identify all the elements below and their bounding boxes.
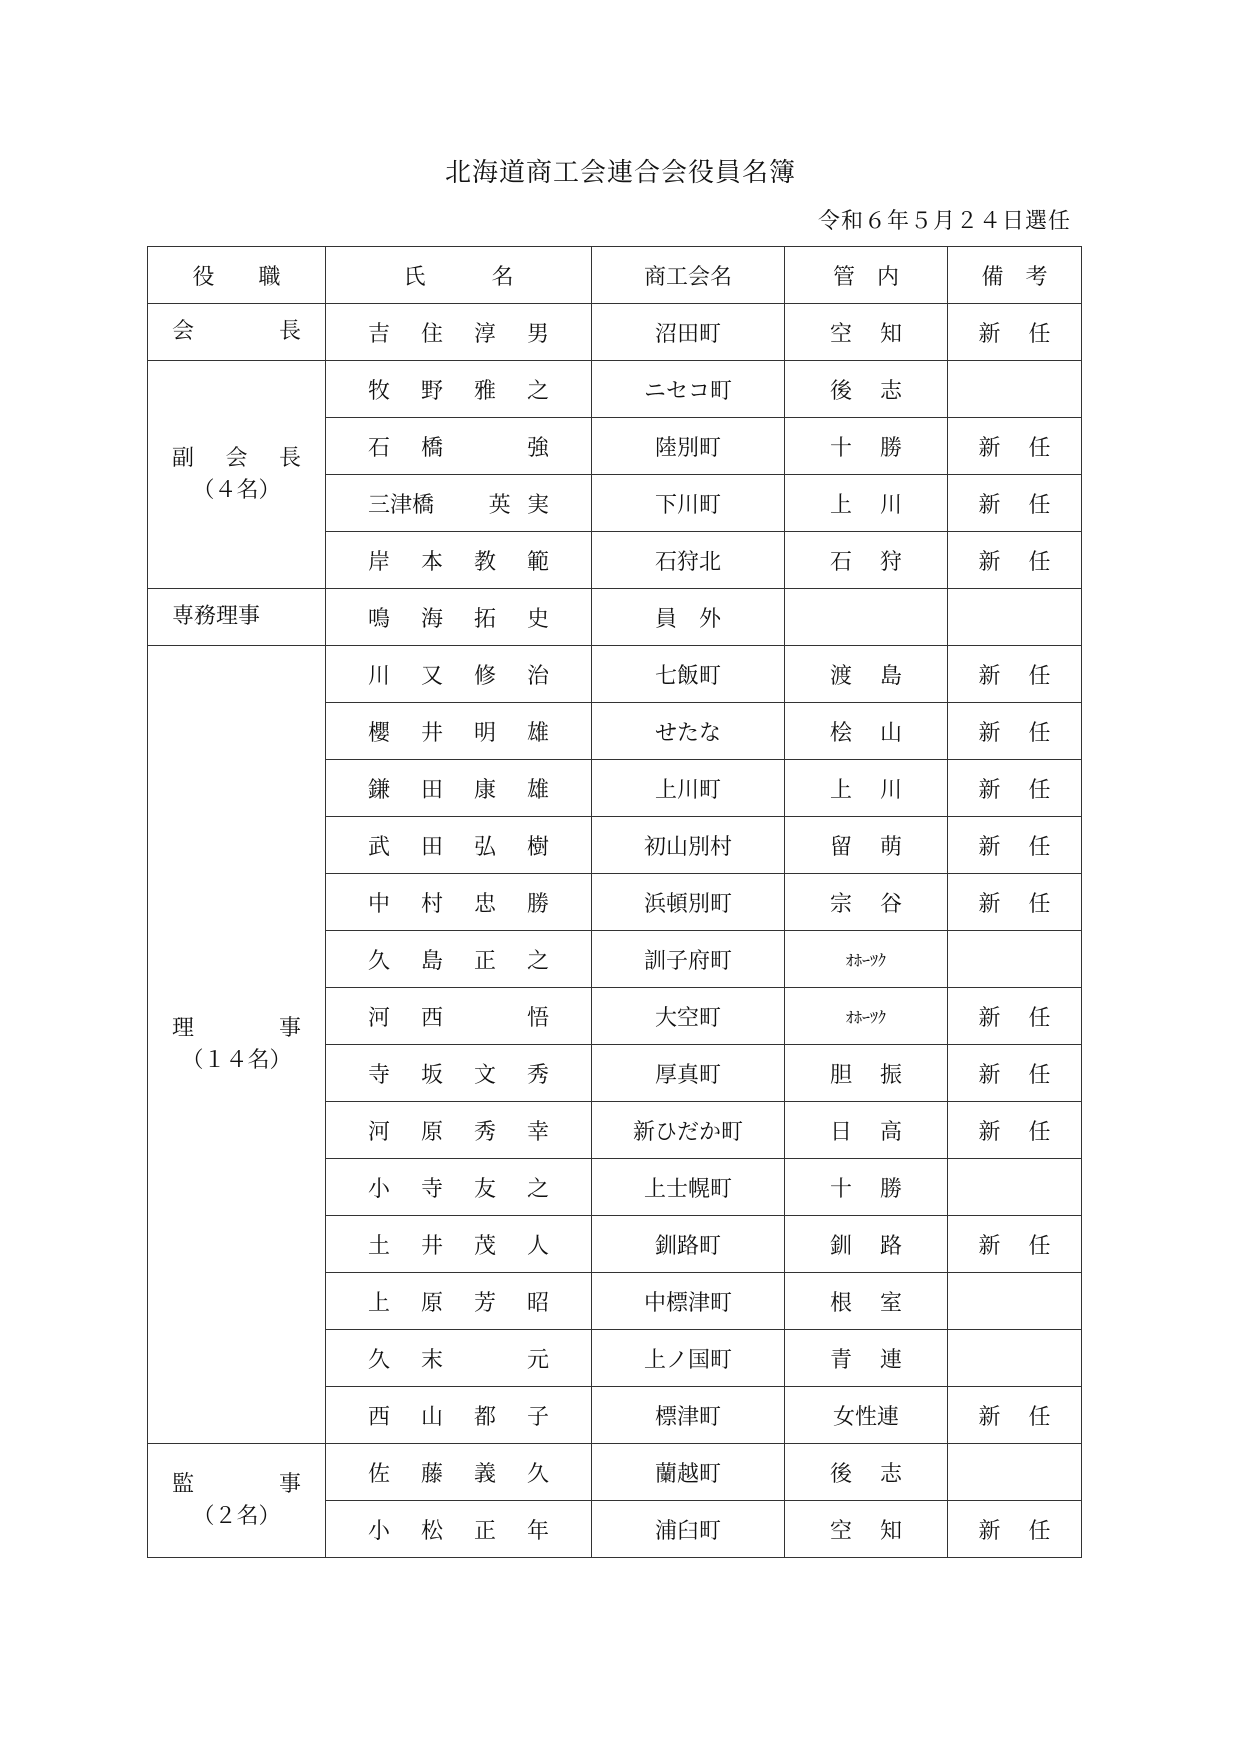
district-text: 渡 島 [830, 663, 902, 689]
name-part: 芳 [473, 1290, 496, 1316]
officer-name-text [326, 1115, 591, 1146]
district-name [785, 646, 948, 703]
role-label: 専務理事 [172, 604, 261, 630]
officer-name [326, 646, 592, 703]
name-part: 岸 [368, 549, 391, 575]
chamber-name: せたな [592, 703, 785, 760]
name-part: 悟 [526, 1005, 549, 1031]
name-part: 之 [526, 1176, 549, 1202]
district-text: 十 勝 [830, 435, 902, 461]
name-part: 茂 [473, 1233, 496, 1259]
header-note: 備 考 [948, 247, 1082, 304]
remark [948, 1045, 1082, 1102]
name-part: 末 [421, 1347, 444, 1373]
header-district: 管 内 [785, 247, 948, 304]
name-part: 田 [420, 777, 443, 803]
district-name [785, 304, 948, 361]
name-part: 之 [526, 948, 549, 974]
chamber-name: 員 外 [592, 589, 785, 646]
chamber-name: 陸別町 [592, 418, 785, 475]
district-name [785, 1387, 948, 1444]
officer-name [326, 1387, 592, 1444]
name-part: 友 [473, 1176, 496, 1202]
officer-name-text [326, 317, 591, 348]
name-part: 樹 [526, 834, 549, 860]
officer-name-text [326, 1058, 591, 1089]
name-part: 淳 [473, 321, 496, 347]
name-part: 野 [420, 378, 443, 404]
role-label: 監 事 [172, 1471, 301, 1497]
name-part: 吉 [368, 321, 391, 347]
name-part: 山 [420, 1404, 443, 1430]
district-name [785, 532, 948, 589]
officer-name-text [326, 659, 591, 690]
remark [948, 532, 1082, 589]
name-part: 又 [420, 663, 443, 689]
name-part: 河 [368, 1119, 391, 1145]
name-part: 子 [526, 1404, 549, 1430]
district-name [785, 874, 948, 931]
officer-name [326, 1216, 592, 1273]
officer-name [326, 1102, 592, 1159]
name-part: 松 [420, 1518, 443, 1544]
chamber-name: 沼田町 [592, 304, 785, 361]
chamber-name: 蘭越町 [592, 1444, 785, 1501]
remark [948, 361, 1082, 418]
district-name [785, 1216, 948, 1273]
district-name [785, 1273, 948, 1330]
name-part: 久 [368, 948, 391, 974]
district-name [785, 988, 948, 1045]
officer-name-text [326, 1001, 591, 1032]
chamber-name: ニセコ町 [592, 361, 785, 418]
chamber-name: 釧路町 [592, 1216, 785, 1273]
district-text: 空 知 [830, 321, 902, 347]
name-part: 人 [526, 1233, 549, 1259]
name-part: 井 [420, 1233, 443, 1259]
district-name [785, 361, 948, 418]
name-part: 上 [368, 1290, 391, 1316]
table-header-row [148, 247, 1082, 304]
district-text: ｵﾎｰﾂｸ [845, 950, 886, 970]
remark [948, 874, 1082, 931]
name-part: 男 [526, 321, 549, 347]
name-part: 勝 [526, 891, 549, 917]
remark-text: 新 任 [978, 492, 1051, 518]
name-part: 寺 [368, 1062, 391, 1088]
officer-name [326, 1273, 592, 1330]
name-part: 昭 [526, 1290, 549, 1316]
district-text: 十 勝 [830, 1176, 902, 1202]
name-part [474, 1001, 496, 1032]
officer-name-text [326, 1457, 591, 1488]
district-name [785, 1444, 948, 1501]
district-text: 上 川 [830, 777, 902, 803]
name-part: 井 [420, 720, 443, 746]
officer-name-text [326, 887, 591, 918]
role-count: （２名） [192, 1503, 281, 1529]
remark [948, 1216, 1082, 1273]
chamber-name: 上川町 [592, 760, 785, 817]
name-part: 雄 [526, 720, 549, 746]
officer-name [326, 589, 592, 646]
name-part: 小 [368, 1518, 391, 1544]
name-part: 島 [420, 948, 443, 974]
name-part: 実 [526, 492, 549, 518]
role-cell [148, 1444, 326, 1558]
name-part: 義 [473, 1461, 496, 1487]
officer-name-text [326, 1514, 591, 1545]
district-text: 根 室 [830, 1290, 902, 1316]
district-name [785, 475, 948, 532]
roster-body [148, 304, 1082, 1558]
page-title: 北海道商工会連合会役員名簿 [444, 158, 796, 188]
name-part: 元 [526, 1347, 549, 1373]
district-name [785, 1045, 948, 1102]
remark [948, 1330, 1082, 1387]
remark [948, 646, 1082, 703]
name-part: 三津橋 [368, 492, 435, 518]
chamber-name: 大空町 [592, 988, 785, 1045]
role-cell [148, 646, 326, 1444]
officer-name [326, 361, 592, 418]
officer-name-text [326, 716, 591, 747]
officer-name [326, 1501, 592, 1558]
remark-text: 新 任 [978, 1404, 1051, 1430]
name-part: 秀 [526, 1062, 549, 1088]
district-name [785, 1159, 948, 1216]
remark-text: 新 任 [978, 435, 1051, 461]
name-part: 雄 [526, 777, 549, 803]
district-name [785, 760, 948, 817]
district-text: 後 志 [830, 378, 902, 404]
role-cell [148, 589, 326, 646]
name-part: 範 [526, 549, 549, 575]
name-part: 櫻 [368, 720, 391, 746]
name-part: 之 [526, 378, 549, 404]
remark [948, 589, 1082, 646]
district-text: 留 萌 [830, 834, 902, 860]
remark-text: 新 任 [978, 777, 1051, 803]
officer-name [326, 760, 592, 817]
district-name [785, 1102, 948, 1159]
name-part: 西 [421, 1005, 444, 1031]
officer-name [326, 418, 592, 475]
table-row [148, 1444, 1082, 1501]
remark [948, 1444, 1082, 1501]
name-part: 強 [526, 435, 549, 461]
name-part: 忠 [473, 891, 496, 917]
name-part: 修 [473, 663, 496, 689]
officer-name-text [326, 773, 591, 804]
name-part [474, 431, 496, 462]
name-part: 久 [368, 1347, 391, 1373]
chamber-name: 浦臼町 [592, 1501, 785, 1558]
remark-text: 新 任 [978, 549, 1051, 575]
table-row [148, 589, 1082, 646]
officer-name [326, 475, 592, 532]
remark [948, 1159, 1082, 1216]
district-name [785, 1501, 948, 1558]
name-part: 田 [420, 834, 443, 860]
remark [948, 475, 1082, 532]
name-part: 川 [368, 663, 391, 689]
remark [948, 760, 1082, 817]
remark [948, 1387, 1082, 1444]
district-text: 桧 山 [830, 720, 902, 746]
remark [948, 931, 1082, 988]
name-part: 中 [368, 891, 391, 917]
district-text: 後 志 [830, 1461, 902, 1487]
district-name [785, 418, 948, 475]
chamber-name: 新ひだか町 [592, 1102, 785, 1159]
name-part: 明 [473, 720, 496, 746]
name-part: 幸 [526, 1119, 549, 1145]
name-part: 鎌 [368, 777, 391, 803]
remark-text: 新 任 [978, 1005, 1051, 1031]
officer-name-text [326, 1229, 591, 1260]
name-part: 西 [368, 1404, 391, 1430]
chamber-name: 七飯町 [592, 646, 785, 703]
name-part [450, 488, 472, 519]
district-name [785, 1330, 948, 1387]
name-part: 藤 [420, 1461, 443, 1487]
name-part: 教 [473, 549, 496, 575]
officer-roster-table [147, 246, 1082, 1558]
officer-name [326, 304, 592, 361]
chamber-name: 中標津町 [592, 1273, 785, 1330]
name-part: 史 [526, 606, 549, 632]
header-role: 役 職 [148, 247, 326, 304]
officer-name-text [326, 830, 591, 861]
remark-text: 新 任 [978, 1518, 1051, 1544]
role-label: 副 会 長 [172, 445, 301, 471]
district-text: 青 連 [830, 1347, 902, 1373]
district-text: 女性連 [832, 1404, 899, 1430]
name-part: 康 [473, 777, 496, 803]
officer-name-text [326, 1172, 591, 1203]
name-part: 小 [368, 1176, 391, 1202]
remark-text: 新 任 [978, 1119, 1051, 1145]
name-part: 秀 [473, 1119, 496, 1145]
name-part: 弘 [473, 834, 496, 860]
name-part: 久 [526, 1461, 549, 1487]
name-part: 正 [473, 948, 496, 974]
name-part: 鳴 [368, 606, 391, 632]
remark [948, 418, 1082, 475]
remark-text: 新 任 [978, 663, 1051, 689]
role-count: （４名） [192, 477, 281, 503]
table-row [148, 646, 1082, 703]
remark [948, 1273, 1082, 1330]
role-cell [148, 304, 326, 361]
remark [948, 817, 1082, 874]
officer-name-text [326, 1286, 591, 1317]
name-part: 坂 [420, 1062, 443, 1088]
name-part: 海 [420, 606, 443, 632]
chamber-name: 浜頓別町 [592, 874, 785, 931]
officer-name-text [326, 488, 591, 519]
district-name [785, 589, 948, 646]
district-text: 空 知 [830, 1518, 902, 1544]
remark [948, 1501, 1082, 1558]
name-part: 年 [526, 1518, 549, 1544]
officer-name-text [326, 545, 591, 576]
district-name [785, 931, 948, 988]
officer-name [326, 988, 592, 1045]
name-part: 正 [473, 1518, 496, 1544]
officer-name-text [326, 602, 591, 633]
name-part: 寺 [420, 1176, 443, 1202]
table-row [148, 361, 1082, 418]
name-part: 牧 [368, 378, 391, 404]
district-text: 宗 谷 [830, 891, 902, 917]
name-part: 原 [420, 1119, 443, 1145]
chamber-name: 初山別村 [592, 817, 785, 874]
name-part: 都 [473, 1404, 496, 1430]
chamber-name: 上士幌町 [592, 1159, 785, 1216]
name-part: 本 [420, 549, 443, 575]
header-chamber: 商工会名 [592, 247, 785, 304]
chamber-name: 厚真町 [592, 1045, 785, 1102]
officer-name [326, 931, 592, 988]
officer-name [326, 532, 592, 589]
district-text: 日 高 [830, 1119, 902, 1145]
name-part: 村 [420, 891, 443, 917]
officer-name [326, 874, 592, 931]
role-count: （１４名） [181, 1047, 292, 1073]
officer-name [326, 1444, 592, 1501]
chamber-name: 石狩北 [592, 532, 785, 589]
remark [948, 1102, 1082, 1159]
officer-name [326, 1045, 592, 1102]
remark-text: 新 任 [978, 321, 1051, 347]
chamber-name: 下川町 [592, 475, 785, 532]
remark-text: 新 任 [978, 834, 1051, 860]
header-name: 氏 名 [326, 247, 592, 304]
district-text: 上 川 [830, 492, 902, 518]
name-part: 住 [420, 321, 443, 347]
remark [948, 988, 1082, 1045]
remark-text: 新 任 [978, 1233, 1051, 1259]
name-part: 雅 [473, 378, 496, 404]
officer-name-text [326, 1400, 591, 1431]
remark-text: 新 任 [978, 891, 1051, 917]
officer-name [326, 817, 592, 874]
district-text: 釧 路 [830, 1233, 902, 1259]
name-part: 武 [368, 834, 391, 860]
district-text: 胆 振 [830, 1062, 902, 1088]
name-part: 土 [368, 1233, 391, 1259]
name-part: 拓 [473, 606, 496, 632]
district-name [785, 817, 948, 874]
officer-name-text [326, 944, 591, 975]
name-part: 原 [420, 1290, 443, 1316]
election-date: 令和６年５月２４日選任 [817, 209, 1071, 234]
name-part: 治 [526, 663, 549, 689]
officer-name [326, 1159, 592, 1216]
name-part: 石 [368, 435, 391, 461]
chamber-name: 上ノ国町 [592, 1330, 785, 1387]
district-name [785, 703, 948, 760]
remark [948, 304, 1082, 361]
table-row [148, 304, 1082, 361]
remark-text: 新 任 [978, 720, 1051, 746]
remark [948, 703, 1082, 760]
officer-name-text [326, 431, 591, 462]
officer-name-text [326, 1343, 591, 1374]
district-text: ｵﾎｰﾂｸ [845, 1007, 886, 1027]
name-part: 橋 [421, 435, 444, 461]
name-part: 英 [488, 492, 511, 518]
name-part [474, 1343, 496, 1374]
district-text: 石 狩 [830, 549, 902, 575]
role-label: 会 長 [172, 319, 301, 345]
officer-name [326, 1330, 592, 1387]
chamber-name: 訓子府町 [592, 931, 785, 988]
role-label: 理 事 [172, 1015, 301, 1041]
officer-name [326, 703, 592, 760]
officer-name-text [326, 374, 591, 405]
role-cell [148, 361, 326, 589]
name-part: 文 [473, 1062, 496, 1088]
name-part: 河 [368, 1005, 391, 1031]
remark-text: 新 任 [978, 1062, 1051, 1088]
chamber-name: 標津町 [592, 1387, 785, 1444]
name-part: 佐 [368, 1461, 391, 1487]
